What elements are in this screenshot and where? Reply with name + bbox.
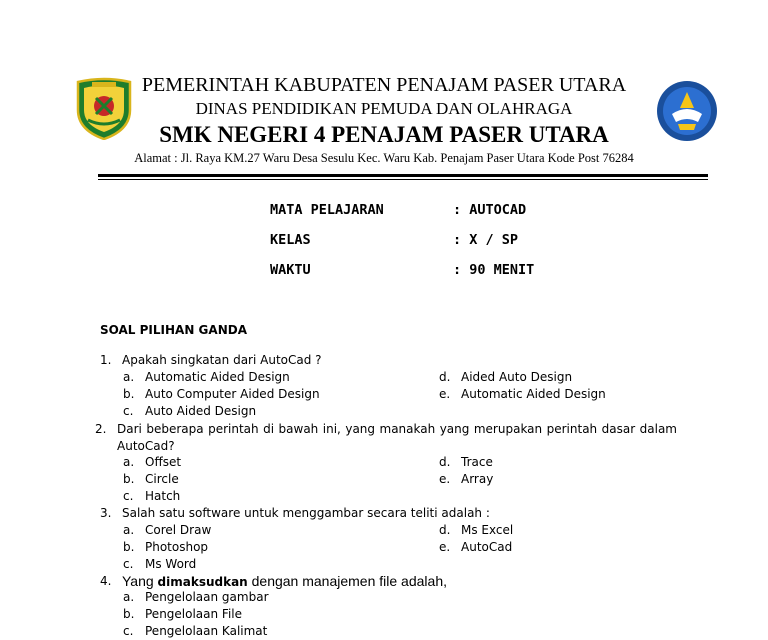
option-text: Automatic Aided Design	[145, 370, 290, 384]
time-label: WAKTU	[270, 262, 311, 278]
option-text: AutoCad	[461, 540, 513, 554]
question-text: Apakah singkatan dari AutoCad ?	[122, 353, 322, 367]
question-2-text-line2: AutoCad?	[117, 439, 175, 453]
header-divider-thick	[98, 174, 708, 177]
question-number: 4.	[100, 574, 112, 588]
option-text: Pengelolaan Kalimat	[145, 624, 268, 638]
option-letter: a.	[123, 455, 135, 469]
question-text: Salah satu software untuk menggambar secara teliti adalah :	[122, 506, 490, 520]
option-letter: d.	[439, 370, 451, 384]
option-text: Pengelolaan File	[145, 607, 243, 621]
section-title: SOAL PILIHAN GANDA	[100, 323, 247, 337]
option-letter: b.	[123, 540, 135, 554]
question-number: 2.	[95, 422, 107, 436]
option-text: Pengelolaan gambar	[145, 590, 269, 604]
option-text: Offset	[145, 455, 182, 469]
option-letter: a.	[123, 370, 135, 384]
option-text: Auto Computer Aided Design	[145, 387, 320, 401]
option-letter: a.	[123, 590, 135, 604]
time-value: : 90 MENIT	[453, 262, 535, 278]
option-letter: b.	[123, 387, 135, 401]
class-label: KELAS	[270, 232, 311, 248]
question-number: 1.	[100, 353, 112, 367]
school-name: SMK NEGERI 4 PENAJAM PASER UTARA	[159, 122, 609, 147]
option-text: Ms Word	[145, 557, 197, 571]
option-letter: e.	[439, 387, 451, 401]
option-text: Corel Draw	[145, 523, 212, 537]
option-letter: c.	[123, 404, 134, 418]
question-2-text-line1: Dari beberapa perintah di bawah ini, yang manakah yang merupakan perintah dasar dalam	[117, 422, 677, 436]
option-letter: e.	[439, 540, 451, 554]
question-number: 3.	[100, 506, 112, 520]
option-letter: a.	[123, 523, 135, 537]
option-text: Auto Aided Design	[145, 404, 257, 418]
subject-value: : AUTOCAD	[453, 202, 527, 218]
question-4-text-c: dengan manajemen file adalah,	[247, 573, 447, 589]
option-letter: b.	[123, 607, 135, 621]
header-divider-thin	[98, 179, 708, 180]
option-text: Array	[461, 472, 494, 486]
department-line: DINAS PENDIDIKAN PEMUDA DAN OLAHRAGA	[195, 99, 573, 118]
option-text: Circle	[145, 472, 179, 486]
option-text: Automatic Aided Design	[461, 387, 606, 401]
option-letter: d.	[439, 455, 451, 469]
subject-label: MATA PELAJARAN	[270, 202, 384, 218]
class-value: : X / SP	[453, 232, 519, 248]
option-text: Ms Excel	[461, 523, 514, 537]
school-address: Alamat : Jl. Raya KM.27 Waru Desa Sesulu Kec. Waru Kab. Penajam Paser Utara Kode Post 76284	[134, 151, 634, 165]
option-text: Photoshop	[145, 540, 209, 554]
option-letter: c.	[123, 557, 134, 571]
question-4-text-a: Yang	[122, 573, 158, 589]
question-4-text-b: dimaksudkan	[157, 575, 248, 589]
option-letter: d.	[439, 523, 451, 537]
option-text: Hatch	[145, 489, 181, 503]
option-letter: b.	[123, 472, 135, 486]
option-letter: c.	[123, 489, 134, 503]
option-letter: c.	[123, 624, 134, 638]
option-letter: e.	[439, 472, 451, 486]
option-text: Aided Auto Design	[461, 370, 573, 384]
government-line: PEMERINTAH KABUPATEN PENAJAM PASER UTARA	[141, 74, 627, 96]
option-text: Trace	[461, 455, 493, 469]
